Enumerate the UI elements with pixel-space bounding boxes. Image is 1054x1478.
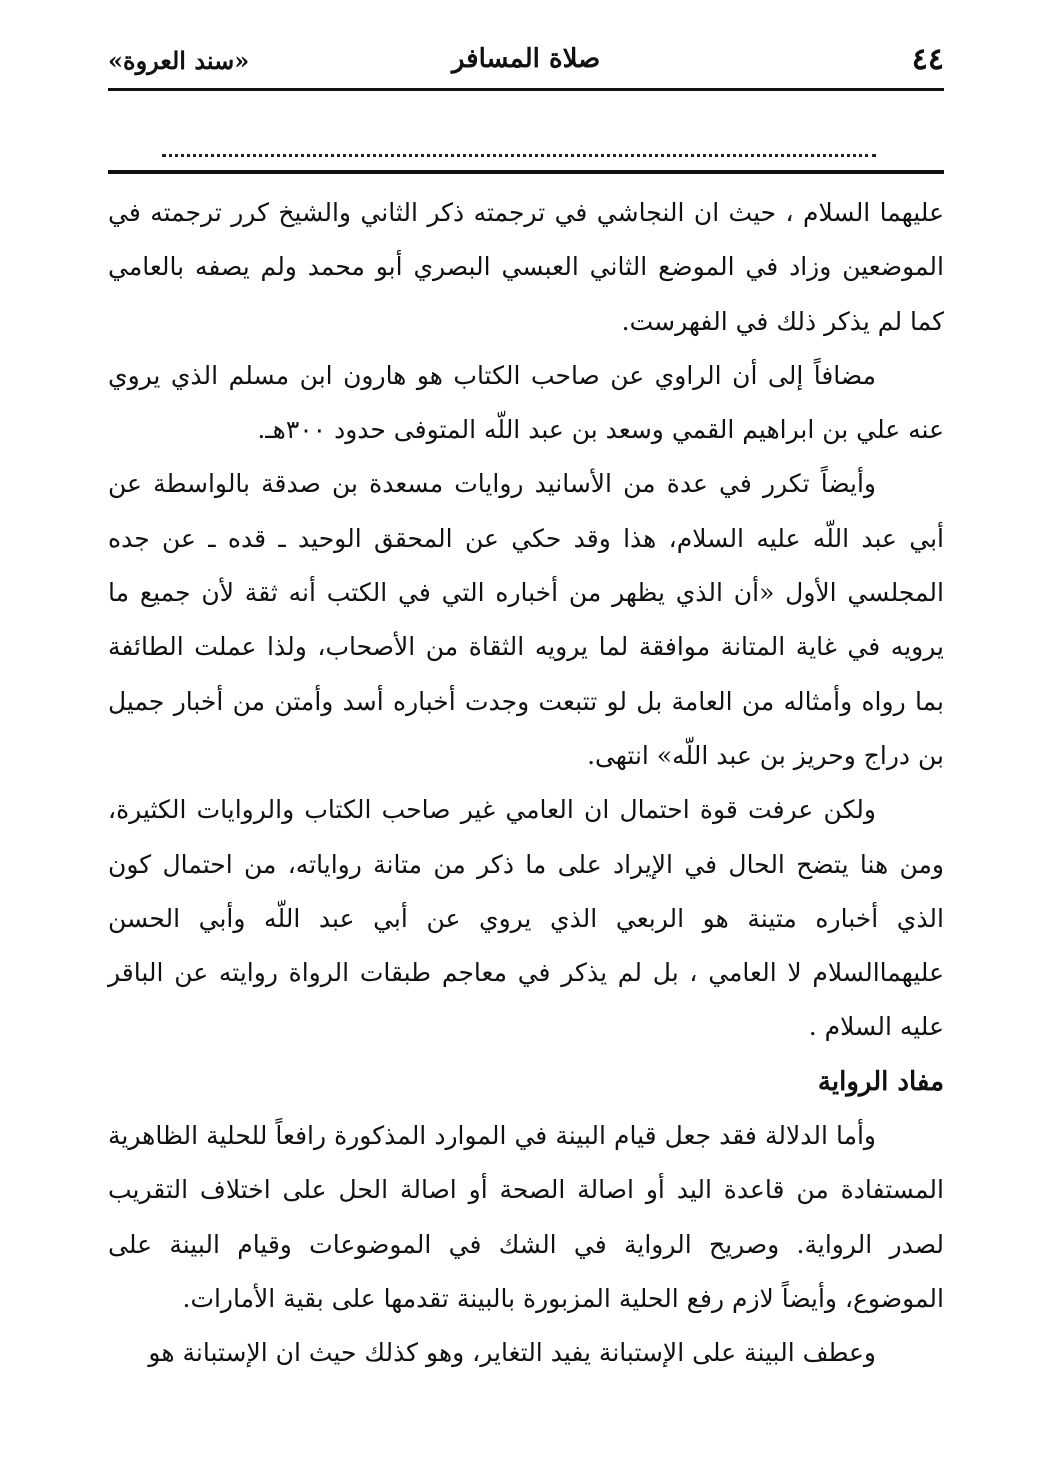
paragraph-6: وعطف البينة على الإستبانة يفيد التغاير، وهو كذلك حيث ان الإستبانة هو [148, 1338, 876, 1368]
header-rule [108, 88, 944, 91]
section-rule [108, 170, 944, 174]
book-title: «سند العروة» [108, 46, 250, 75]
paragraph-5: وأما الدلالة فقد جعل قيام البينة في الموارد المذكورة رافعاً للحلية الظاهرية المستفادة من قاعدة اليد أو اصالة الصحة أو اصالة الحل على اختلاف التقريب لصدر الرواية. وصريح الرواية في الشك في الموضوعات وقيام البينة على الموضوع، وأيضاً لازم رفع الحلية المزبورة بالبينة تقدمها على بقية الأمارات. [108, 1121, 944, 1313]
body-text [108, 186, 944, 1381]
paragraph-4: ولكن عرفت قوة احتمال ان العامي غير صاحب الكتاب والروايات الكثيرة، ومن هنا يتضح الحال في الإيراد على ما ذكر من متانة رواياته، من احتمال كون الذي أخباره متينة هو الربعي الذي يروي عن أبي عبد اللّه وأبي الحسن عليهماالسلام لا العامي ، بل لم يذكر في معاجم طبقات الرواة روايته عن الباقر عليه السلام . [108, 795, 944, 1042]
paragraph-2: مضافاً إلى أن الراوي عن صاحب الكتاب هو هارون ابن مسلم الذي يروي عنه علي بن ابراهيم القمي وسعد بن عبد اللّه المتوفى حدود ٣٠٠هـ. [108, 360, 944, 445]
paragraph-1: عليهما السلام ، حيث ان النجاشي في ترجمته ذكر الثاني والشيخ كرر ترجمته في الموضعين وزاد في الموضع الثاني العبسي البصري أبو محمد ولم يصفه بالعامي كما لم يذكر ذلك في الفهرست. [108, 198, 944, 336]
running-title: صلاة المسافر [451, 44, 601, 74]
page-header [108, 40, 944, 86]
section-heading: مفاد الرواية [817, 1066, 944, 1097]
page-number: ٤٤ [911, 42, 944, 77]
dotted-separator [162, 134, 876, 157]
paragraph-3: وأيضاً تكرر في عدة من الأسانيد روايات مسعدة بن صدقة بالواسطة عن أبي عبد اللّه عليه السلام، هذا وقد حكي عن المحقق الوحيد ـ قده ـ عن جده المجلسي الأول «أن الذي يظهر من أخباره التي في الكتب أنه ثقة لأن جميع ما يرويه في غاية المتانة موافقة لما يرويه الثقاة من الأصحاب، ولذا عملت الطائفة بما رواه وأمثاله من العامة بل لو تتبعت وجدت أخباره أسد وأمتن من أخبار جميل بن دراج وحريز بن عبد اللّه» انتهى. [108, 469, 944, 770]
